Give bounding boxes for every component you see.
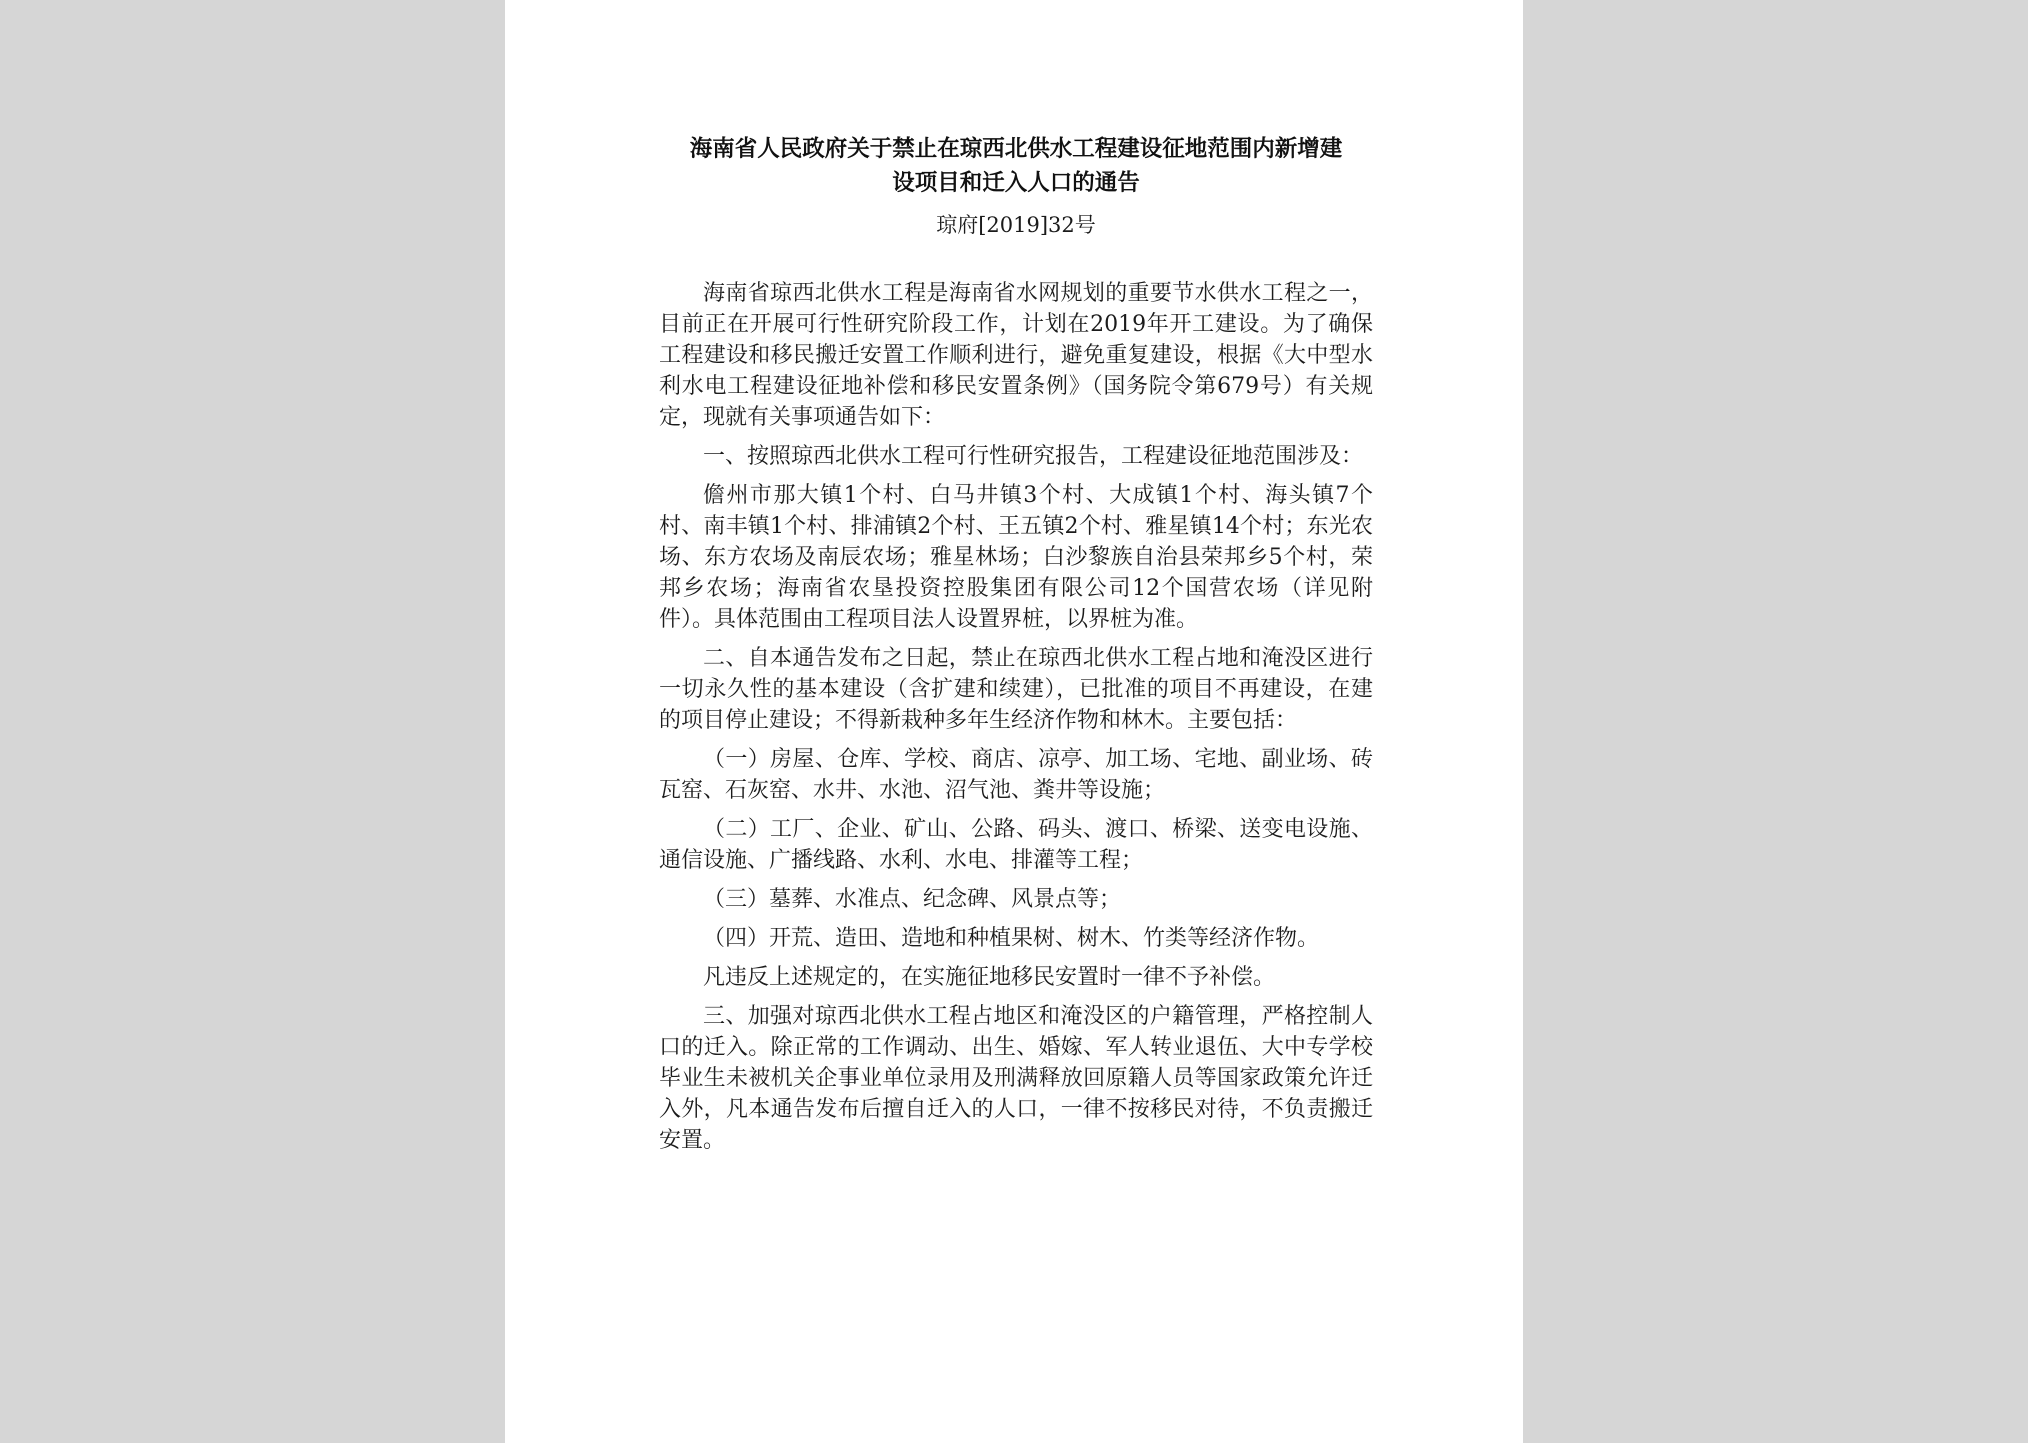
- paragraph-penalty: 凡违反上述规定的，在实施征地移民安置时一律不予补偿。: [703, 965, 1276, 990]
- paragraph-section-1: 一、按照琼西北供水工程可行性研究报告，工程建设征地范围涉及：: [703, 444, 1364, 469]
- paragraph-item-4: （四）开荒、造田、造地和种植果树、树木、竹类等经济作物。: [703, 926, 1320, 951]
- title-line-1: 海南省人民政府关于禁止在琼西北供水工程建设征地范围内新增建: [689, 136, 1343, 162]
- paragraph-section-2: 二、自本通告发布之日起，禁止在琼西北供水工程占地和淹没区进行一切永久性的基本建设（含扩建和续建），已批准的项目不再建设，在建的项目停止建设；不得新栽种多年生经济作物和林木。主要包括：: [659, 646, 1373, 733]
- paragraph-scope: 儋州市那大镇1个村、白马井镇3个村、大成镇1个村、海头镇7个村、南丰镇1个村、排浦镇2个村、王五镇2个村、雅星镇14个村；东光农场、东方农场及南辰农场；雅星林场；白沙黎族自治县荣邦乡5个村，荣邦乡农场；海南省农垦投资控股集团有限公司12个国营农场（详见附件）。具体范围由工程项目法人设置界桩，以界桩为准。: [659, 483, 1373, 632]
- paragraph-item-3: （三）墓葬、水准点、纪念碑、风景点等；: [703, 887, 1122, 912]
- title-line-2: 设项目和迁入人口的通告: [892, 170, 1140, 196]
- document-page: [505, 0, 1523, 1443]
- paragraph-section-3: 三、加强对琼西北供水工程占地区和淹没区的户籍管理，严格控制人口的迁入。除正常的工作调动、出生、婚嫁、军人转业退伍、大中专学校毕业生未被机关企事业单位录用及刑满释放回原籍人员等国家政策允许迁入外，凡本通告发布后擅自迁入的人口，一律不按移民对待，不负责搬迁安置。: [659, 1004, 1373, 1153]
- paragraph-intro: 海南省琼西北供水工程是海南省水网规划的重要节水供水工程之一，目前正在开展可行性研究阶段工作，计划在2019年开工建设。为了确保工程建设和移民搬迁安置工作顺利进行，避免重复建设，根据《大中型水利水电工程建设征地补偿和移民安置条例》（国务院令第679号）有关规定，现就有关事项通告如下：: [659, 281, 1373, 430]
- document-title: [659, 132, 1373, 200]
- document-body: [659, 278, 1373, 1156]
- paragraph-item-2: （二）工厂、企业、矿山、公路、码头、渡口、桥梁、送变电设施、通信设施、广播线路、水利、水电、排灌等工程；: [659, 817, 1373, 873]
- paragraph-item-1: （一）房屋、仓库、学校、商店、凉亭、加工场、宅地、副业场、砖瓦窑、石灰窑、水井、水池、沼气池、粪井等设施；: [659, 747, 1373, 803]
- document-number: 琼府[2019]32号: [936, 213, 1096, 237]
